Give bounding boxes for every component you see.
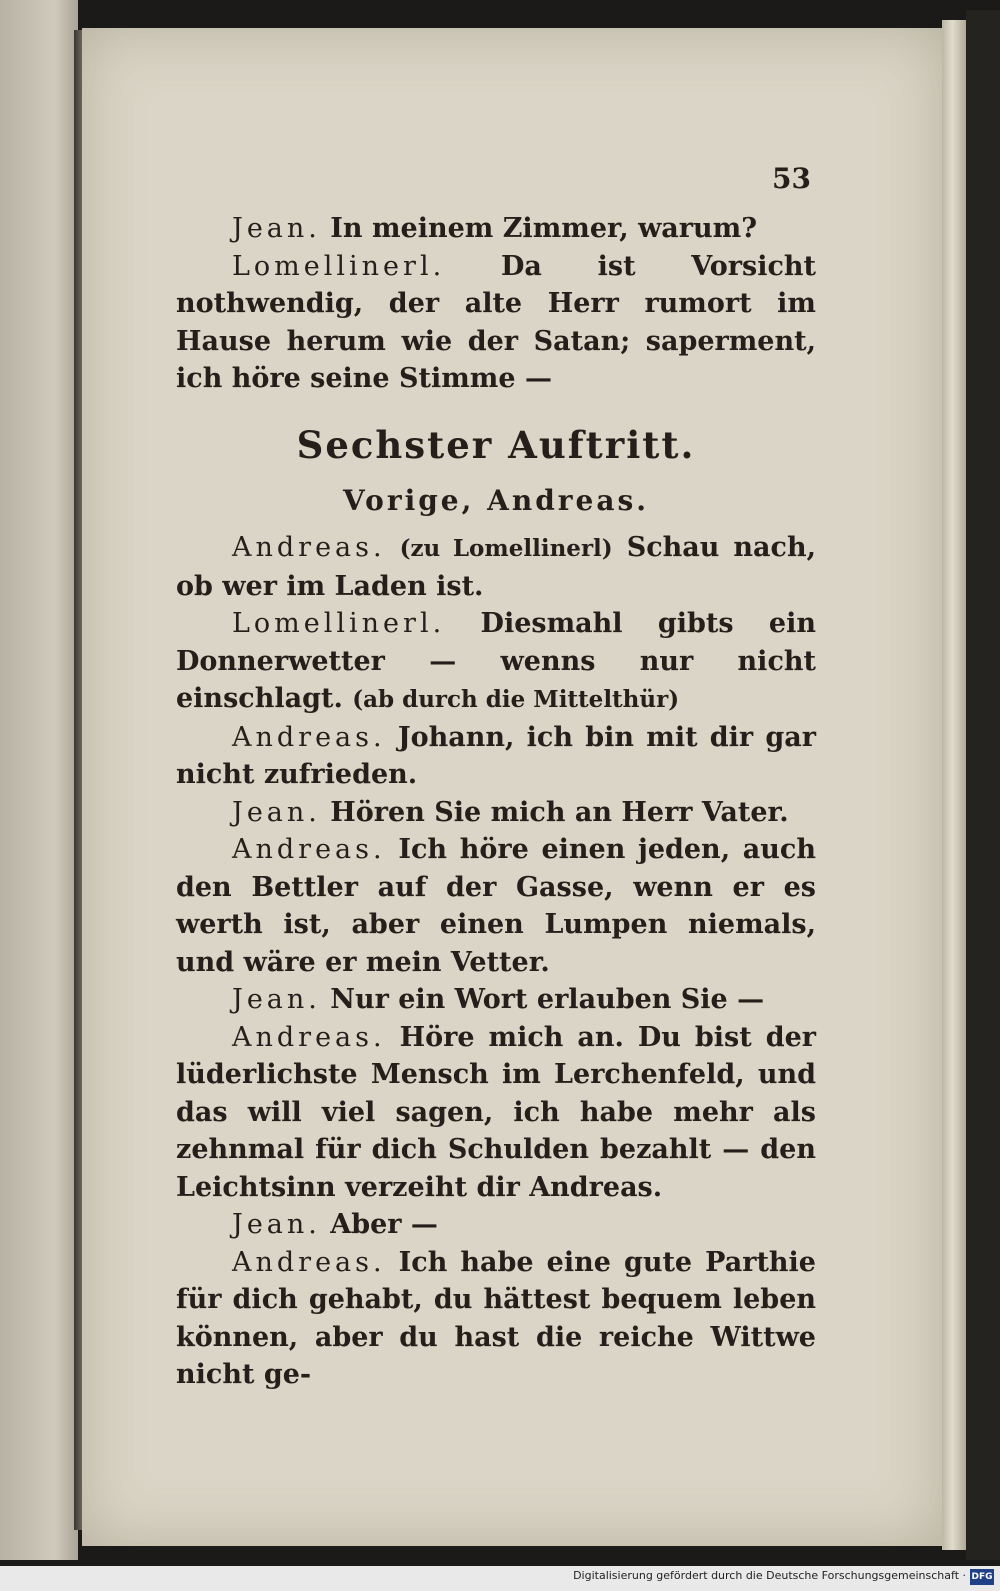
book-cover-edge bbox=[966, 10, 1000, 1560]
speech-text: Nur ein Wort erlauben Sie — bbox=[330, 984, 765, 1015]
speaker-name: Andreas. bbox=[232, 1021, 386, 1053]
book-gutter bbox=[74, 30, 82, 1530]
stage-direction: (ab durch die Mittelthür) bbox=[352, 686, 680, 713]
speech-text: Ich habe eine gute Parthie für dich gehabt, du hättest bequem leben können, aber du hast die reiche Wittwe nicht ge- bbox=[176, 1246, 816, 1390]
cast-list: Vorige, Andreas. bbox=[343, 483, 649, 517]
speaker-name: Andreas. bbox=[232, 834, 386, 865]
dialogue-line bbox=[176, 1244, 816, 1394]
dialogue-line bbox=[176, 529, 816, 605]
speaker-name: Lomellinerl. bbox=[232, 250, 446, 282]
page-text bbox=[176, 210, 816, 1394]
speech-text: In meinem Zimmer, warum? bbox=[330, 213, 758, 244]
speaker-name: Jean. bbox=[232, 796, 321, 828]
speech-text: Schau nach, ob wer im Laden ist. bbox=[176, 532, 816, 602]
speech-text: Diesmahl gibts ein Donnerwetter — wenns nur nicht einschlagt. bbox=[176, 608, 816, 714]
page-number: 53 bbox=[772, 162, 811, 195]
dialogue-line bbox=[176, 210, 816, 248]
speech-text: Höre mich an. Du bist der lüderlichste Mensch im Lerchenfeld, und das will viel sagen, ich habe mehr als zehnmal für dich Schulden bezahlt — den Leichtsinn verzeiht dir Andreas. bbox=[176, 1021, 817, 1203]
speaker-name: Andreas. bbox=[232, 721, 386, 753]
speaker-name: Jean. bbox=[232, 984, 321, 1015]
speech-text: Aber — bbox=[330, 1209, 438, 1240]
funding-notice: Digitalisierung gefördert durch die Deutsche Forschungsgemeinschaft · bbox=[573, 1569, 966, 1582]
dialogue-line bbox=[176, 1206, 816, 1244]
dialogue-line bbox=[176, 1019, 816, 1207]
speaker-name: Jean. bbox=[232, 213, 321, 244]
dialogue-line bbox=[176, 831, 816, 981]
speech-text: Hören Sie mich an Herr Vater. bbox=[330, 796, 789, 828]
speaker-name: Lomellinerl. bbox=[232, 608, 446, 639]
speech-text: Ich höre einen jeden, auch den Bettler auf der Gasse, wenn er es werth ist, aber einen Lumpen niemals, und wäre er mein Vetter. bbox=[176, 834, 816, 978]
scene-heading: Sechster Auftritt. bbox=[296, 422, 696, 467]
page-stack-edge bbox=[942, 20, 968, 1550]
dialogue-line bbox=[176, 719, 816, 794]
dialogue-line bbox=[176, 248, 816, 398]
speaker-name: Andreas. bbox=[232, 1246, 386, 1278]
dialogue-line bbox=[176, 605, 816, 719]
speech-text: Da ist Vorsicht nothwendig, der alte Herr rumort im Hause herum wie der Satan; saperment, ich höre seine Stimme — bbox=[176, 250, 816, 394]
speaker-name: Jean. bbox=[232, 1209, 321, 1240]
previous-page-edge bbox=[0, 0, 78, 1560]
speech-text: Johann, ich bin mit dir gar nicht zufrieden. bbox=[176, 721, 816, 790]
dialogue-line bbox=[176, 981, 816, 1019]
footer-bar bbox=[0, 1566, 1000, 1591]
dialogue-line bbox=[176, 794, 816, 832]
dfg-logo-icon: DFG bbox=[970, 1569, 994, 1585]
speaker-name: Andreas. bbox=[232, 532, 386, 563]
stage-direction: (zu Lomellinerl) bbox=[399, 535, 613, 562]
